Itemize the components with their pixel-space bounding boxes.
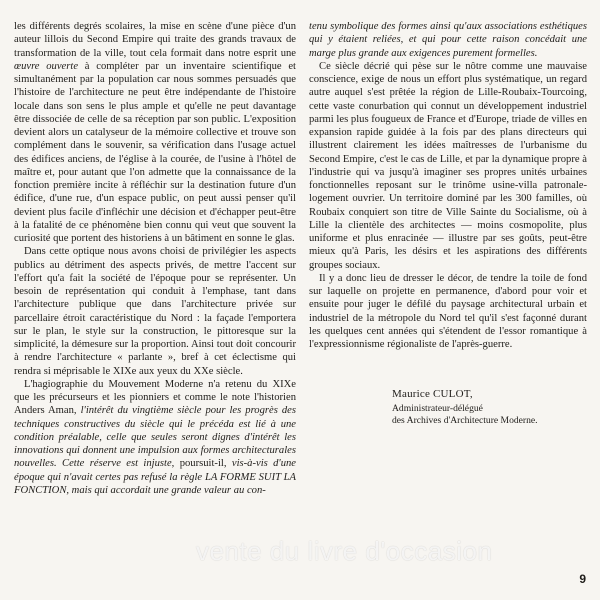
signature-name: Maurice CULOT, [392, 388, 473, 400]
left-paragraph-1: les différents degrés scolaires, la mise en scène d'une pièce d'un auteur lillois du Second Empire qui traite des grands travaux de transformation de la ville, tout cela formait dans notre esprit une œuvre ouverte à compléter par un inventaire scientifique et simultanément par la population car nous sommes persuadés que l'histoire de l'architecture ne peut être indépendante de l'histoire locale dans son sens le plus ample et qu'elle ne peut davantage être dissociée de celle de sa réception par son public. L'exposition devient alors un catalyseur de la mémoire collective et trouve son complément dans le souvenir, sa vérification dans l'usage actuel des édifices anciens, de l'église à la courée, de l'usine à l'hôtel de maître et, pour autant que l'on admette que la connaissance de la fonction première incite à réfléchir sur la destination future d'un édifice, d'une rue, d'un espace public, on peut aussi penser qu'il devient plus facile d'infléchir une décision et d'échapper peut-être à la fatalité de ce phénomène bien connu qui veut que souvent la curiosité que portent des historiens à un bâtiment en sonne le glas. [14, 21, 296, 244]
signature-role-2: des Archives d'Architecture Moderne. [392, 415, 538, 426]
right-paragraph-1: Ce siècle décrié qui pèse sur le nôtre comme une mauvaise conscience, exige de nous un effort plus systématique, un regard autre auquel s'est prêtée la région de Lille-Roubaix-Tourcoing, cette vaste conurbation qui connut un développement industriel parmi les plus fougueux de France et d'Europe, triade de villes en expansion rapide guidée à la fois par des plans directeurs qui illustrent clairement les idées maîtresses de l'urbanisme du Second Empire, c'est le cas de Lille, et par la dynamique propre à l'industrie qui va jusqu'à imaginer ses propres unités urbaines fonctionnelles reposant sur le trinôme usine-villa patronale-logement ouvrier. Un territoire dominé par les 300 familles, où Roubaix conquiert son titre de Ville Sainte du Socialisme, où à Lille la clientèle des architectes — moins cosmopolite, plus uniforme et plus enracinée — illustre par ses goûts, peut-être mieux qu'à Paris, les désirs et les aspirations des différents groupes sociaux. [309, 60, 587, 271]
quote-aman-1: l'intérêt du vingtième siècle pour les progrès des techniques constructives du siècle qui le précéda est lié à une condition préalable, celle que seules seront dignes d'intérêt les innovations qui donnent une impulsion aux formes architecturales nouvelles. [14, 405, 296, 470]
right-paragraph-0: tenu symbolique des formes ainsi qu'aux associations esthétiques qui y étaient reliées, et qui pour cette raison concédait une marge plus grande aux exigences purement formelles. [309, 21, 587, 59]
quote-aman-3: vis-à-vis d'une époque qui n'avait certes pas refusé la règle LA FORME SUIT LA FONCTION, mais qui accordait une grande valeur au con- [14, 458, 296, 496]
right-column [309, 20, 587, 351]
signature [392, 388, 592, 427]
quote-aman-2: Cette réserve est injuste, [62, 458, 175, 470]
watermark: vente du livre d'occasion [196, 536, 493, 566]
page-number: 9 [579, 572, 586, 586]
signature-role-1: Administrateur-délégué [392, 403, 483, 414]
right-paragraph-2: Il y a donc lieu de dresser le décor, de tendre la toile de fond sur laquelle on projette en permanence, d'abord pour voir et ensuite pour juger le défilé du paysage architectural urbain et industriel de la métropole du Nord tel qu'il s'est façonné durant les quelques cent années qui s'étendent de l'essor romantique à l'expressionnisme régionaliste de l'après-guerre. [309, 272, 587, 350]
emphasis-oeuvre-ouverte: œuvre ouverte [14, 60, 79, 72]
left-paragraph-3: L'hagiographie du Mouvement Moderne n'a retenu du XIXe que les précurseurs et les pionniers et comme le note l'historien Anders Aman, l'intérêt du vingtième siècle pour les progrès des techniques constructives du siècle qui le précéda est lié à une condition préalable, celle que seules seront dignes d'intérêt les innovations qui donnent une impulsion aux formes architecturales nouvelles. Cette réserve est injuste, poursuit-il, vis-à-vis d'une époque qui n'avait certes pas refusé la règle LA FORME SUIT LA FONCTION, mais qui accordait une grande valeur au con- [14, 378, 296, 496]
left-paragraph-2: Dans cette optique nous avons choisi de privilégier les aspects publics au détriment des aspects privés, de mettre l'accent sur l'effort qu'a fait la société de l'époque pour se représenter. Un besoin de représentation qui conduit à l'emphase, tant dans l'architecture publique que dans l'architecture privée sur parcellaire étroit caractéristique du Nord : la façade l'emportera sur le plan, le style sur la construction, le pittoresque sur la simplicité, la démesure sur la proportion. Ainsi tout doit concourir à rendre l'architecture « parlante », bref à cet éclectisme qui rendra si méprisable le XIXe aux yeux du XXe siècle. [14, 246, 296, 377]
left-column [14, 20, 296, 497]
